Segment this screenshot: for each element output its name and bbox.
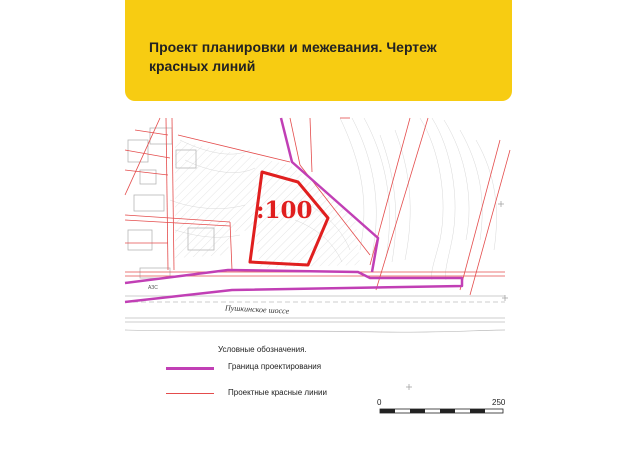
legend-red-lines-label: Проектные красные линии <box>228 388 327 397</box>
project-boundary <box>125 270 462 302</box>
legend-red-lines-swatch <box>166 393 214 394</box>
legend-title: Условные обозначения. <box>218 345 307 354</box>
parcel-label: :100 <box>256 197 313 224</box>
scale-end-label: 250 <box>492 398 506 407</box>
gas-station-label: АЗС <box>148 285 158 291</box>
legend-boundary-swatch <box>166 367 214 370</box>
road-lines <box>125 296 505 332</box>
legend-boundary-label: Граница проектирования <box>228 362 322 371</box>
grid-crosses <box>406 201 508 390</box>
street-label: Пушкинское шоссе <box>224 303 290 316</box>
page-title: Проект планировки и межевания. Чертеж красных линий <box>149 39 437 74</box>
scale-start-label: 0 <box>377 398 382 407</box>
scale-bar <box>380 409 503 413</box>
